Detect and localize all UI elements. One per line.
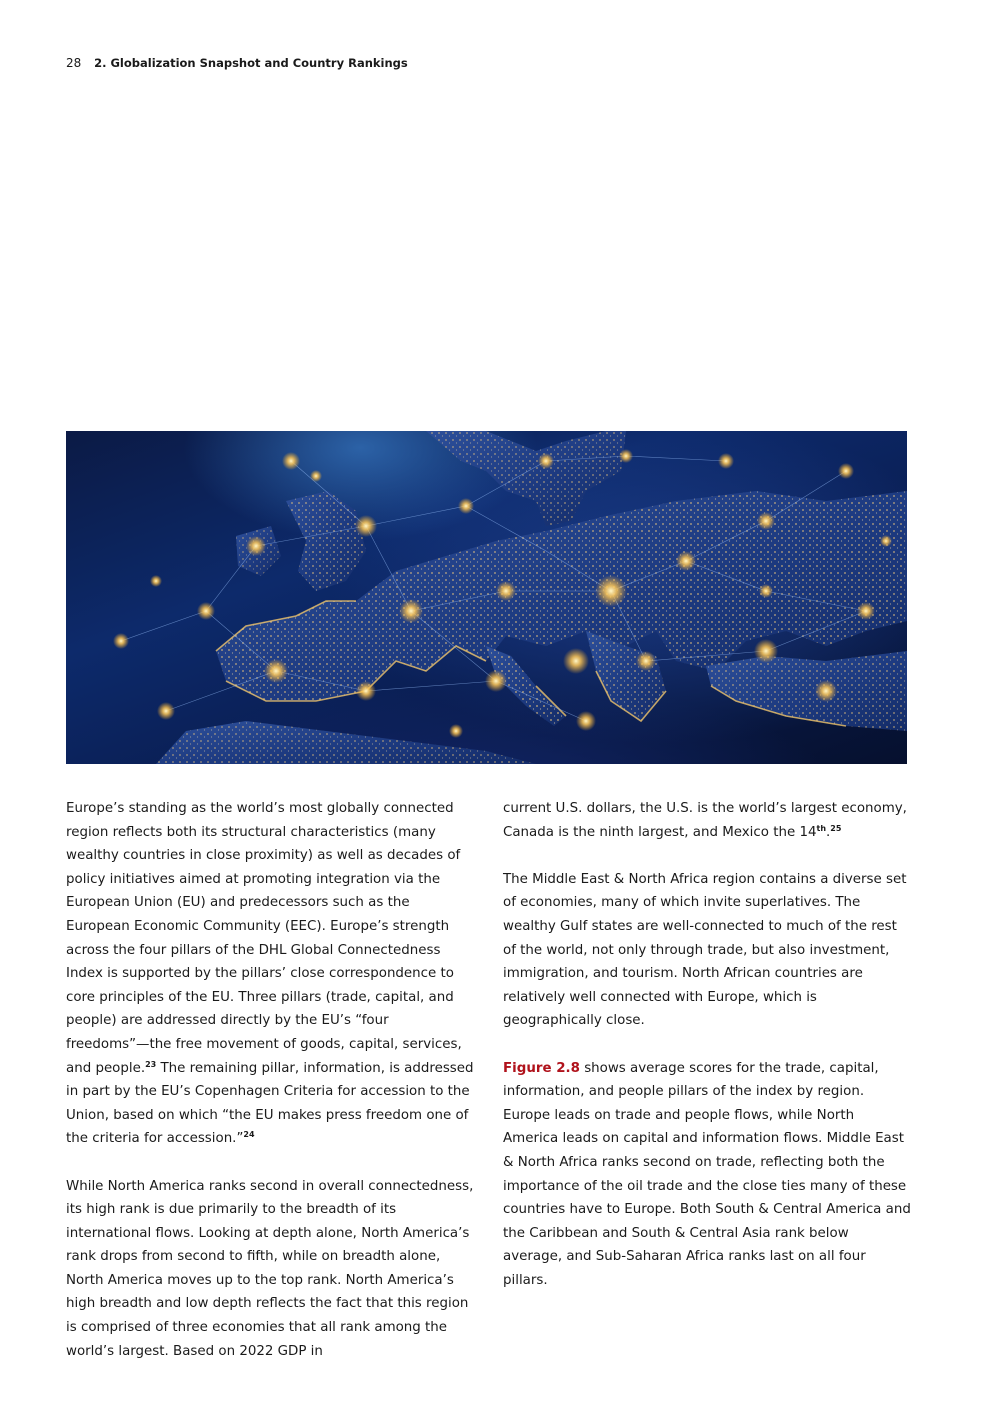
europe-night-lights-map-icon — [66, 431, 907, 764]
paragraph-figure-2-8: Figure 2.8 shows average scores for the trade, capital, information, and people pillars of the index by region. Europe leads on trade and people flows, while North America leads on capital and information flows. Middle East & North Africa ranks second on trade, reflecting both the importance of the oil trade and the close ties many of these countries have to Europe. Both South & Central America and the Caribbean and South & Central Asia rank below average, and Sub-Saharan Africa ranks last on all four pillars. — [503, 1060, 911, 1288]
paragraph-middle-east: The Middle East & North Africa region contains a diverse set of economies, many of which invite superlatives. The wealthy Gulf states are well-connected to much of the rest of the world, not only through trade, but also investment, immigration, and tourism. North African countries are relatively well connected with Europe, which is geographically close. — [503, 871, 907, 1029]
ordinal-suffix: th — [816, 823, 827, 833]
map-illustration — [66, 431, 907, 764]
running-header — [66, 55, 408, 71]
paragraph-gdp: current U.S. dollars, the U.S. is the world’s largest economy, Canada is the ninth largest, and Mexico the 14th.$^{25}$ — [503, 801, 907, 840]
footnote-ref-24[interactable]: 24 — [243, 1130, 255, 1140]
body-column-right — [503, 797, 911, 1316]
body-column-left — [66, 797, 474, 1387]
paragraph-europe: Europe’s standing as the world’s most globally connected region reflects both its structural characteristics (many wealthy countries in close proximity) as well as decades of policy initiatives aimed at promoting integration via the European Union (EU) and predecessors such as the European Economic Community (EEC). Europe’s strength across the four pillars of the DHL Global Connectedness Index is supported by the pillars’ close correspondence to core principles of the EU. Three pillars (trade, capital, and people) are addressed directly by the EU’s “four freedoms”—the free movement of goods, capital, services, and people.$^{23}$ The remaining pillar, information, is addressed in part by the EU’s Copenhagen Criteria for accession to the Union, based on which “the EU makes press freedom one of the criteria for accession.”$^{24}$ — [66, 801, 474, 1147]
paragraph-north-america: While North America ranks second in overall connectedness, its high rank is due primarily to the breadth of its international flows. Looking at depth alone, North America’s rank drops from second to fifth, while on breadth alone, North America moves up to the top rank. North America’s high breadth and low depth reflects the fact that this region is comprised of three economies that all rank among the world’s largest. Based on 2022 GDP in — [66, 1178, 474, 1359]
section-title: 2. Globalization Snapshot and Country Rankings — [94, 56, 408, 70]
footnote-ref-23[interactable]: 23 — [145, 1059, 157, 1069]
page-number: 28 — [66, 56, 82, 70]
footnote-ref-25[interactable]: 25 — [830, 823, 842, 833]
figure-2-8-link[interactable]: Figure 2.8 — [503, 1060, 580, 1076]
